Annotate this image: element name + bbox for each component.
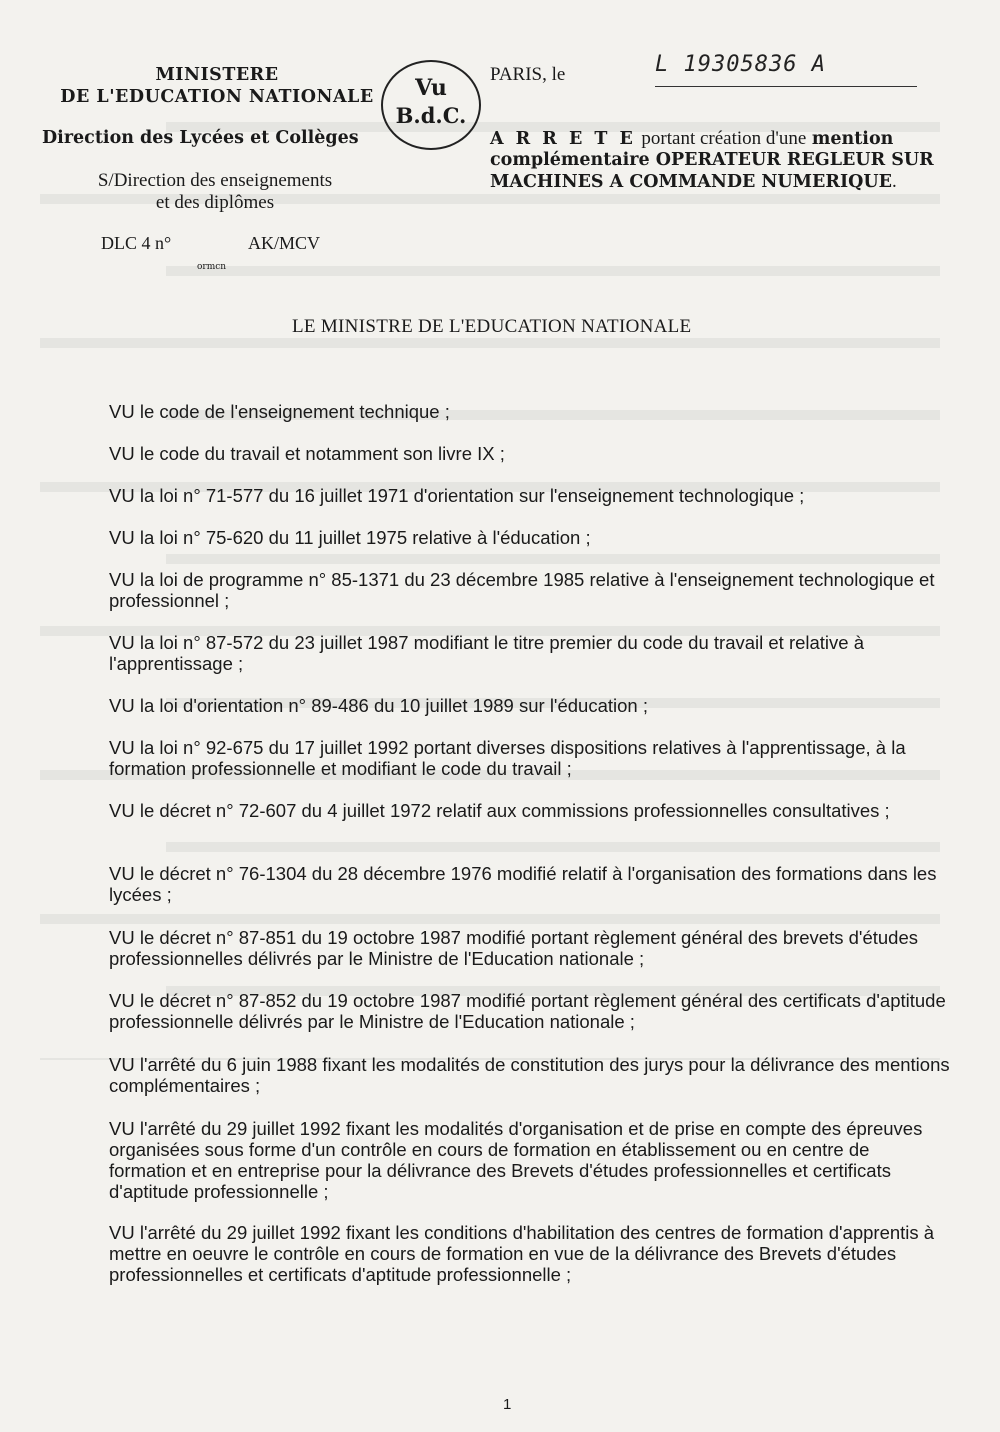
ministry-line1: MINISTERE [155,65,279,85]
visa-item: VU l'arrêté du 29 juillet 1992 fixant les modalités d'organisation et de prise en compte des épreuves organisées sous forme d'un contrôle en cours de formation en établissement ou en centre de formation et en entreprise pour la délivrance des Brevets d'études professionnelles et certificats d'aptitude professionnelle ; [109,1118,923,1202]
visa-item: VU la loi n° 71-577 du 16 juillet 1971 d'orientation sur l'enseignement technologique ; [109,485,805,506]
visa-item: VU la loi de programme n° 85-1371 du 23 décembre 1985 relative à l'enseignement technologique et professionnel ; [109,569,935,611]
visa-item: VU l'arrêté du 29 juillet 1992 fixant les conditions d'habilitation des centres de formation d'apprentis à mettre en oeuvre le contrôle en cours de formation en vue de la délivrance des Brevets d'études professionnelles et certificats d'aptitude professionnelle ; [109,1222,935,1285]
visa-item: VU l'arrêté du 6 juin 1988 fixant les modalités de constitution des jurys pour la délivrance des mentions complémentaires ; [109,1054,950,1096]
place-date: PARIS, le [490,64,566,85]
visa-item: VU le décret n° 87-852 du 19 octobre 1987 modifié portant règlement général des certificats d'aptitude professionnelle délivrés par le Ministre de l'Education nationale ; [109,990,946,1032]
visa-item: VU le décret n° 87-851 du 19 octobre 1987 modifié portant règlement général des brevets d'études professionnelles délivrés par le Ministre de l'Education nationale ; [109,927,918,969]
reference-code: AK/MCV [248,233,321,253]
direction-heading: Direction des Lycées et Collèges [42,128,359,148]
stamp-line1: Vu [415,75,447,101]
visa-stamp [381,60,481,150]
visa-item: VU la loi n° 75-620 du 11 juillet 1975 relative à l'éducation ; [109,527,591,548]
handwritten-annotation: L 19305836 A [655,52,917,87]
reference-subscript: ormcn [197,262,227,272]
subdirection-line2: et des diplômes [155,192,275,213]
subdirection-line1: S/Direction des enseignements [97,170,333,191]
visa-item: VU la loi d'orientation n° 89-486 du 10 juillet 1989 sur l'éducation ; [109,695,648,716]
arrete-heading [490,128,950,193]
ministry-line2: DE L'EDUCATION NATIONALE [60,87,374,107]
page-title: LE MINISTRE DE L'EDUCATION NATIONALE [292,316,692,337]
visa-item: VU le décret n° 72-607 du 4 juillet 1972 relatif aux commissions professionnelles consultatives ; [109,800,890,821]
arrete-text-intro: portant création d'une [641,128,807,149]
reference-label: DLC 4 n° [101,233,172,253]
subdirection-heading [60,170,370,214]
visa-item: VU le décret n° 76-1304 du 28 décembre 1976 modifié relatif à l'organisation des formations dans les lycées ; [109,863,937,905]
arrete-keyword: A R R E T E [490,129,636,149]
visa-item: VU la loi n° 92-675 du 17 juillet 1992 portant diverses dispositions relatives à l'apprentissage, à la formation professionnelle et modifiant le code du travail ; [109,737,906,779]
visa-item: VU la loi n° 87-572 du 23 juillet 1987 modifiant le titre premier du code du travail et relative à l'apprentissage ; [109,632,865,674]
arrete-mention-title: mention complémentaire OPERATEUR REGLEUR SUR MACHINES A COMMANDE NUMERIQUE [490,129,934,192]
arrete-text-end: . [891,171,897,192]
visa-item: VU le code de l'enseignement technique ; [109,401,450,422]
ministry-heading [52,64,382,108]
page-number: 1 [503,1396,512,1413]
visa-item: VU le code du travail et notamment son livre IX ; [109,443,505,464]
stamp-line2: B.d.C. [395,103,467,128]
